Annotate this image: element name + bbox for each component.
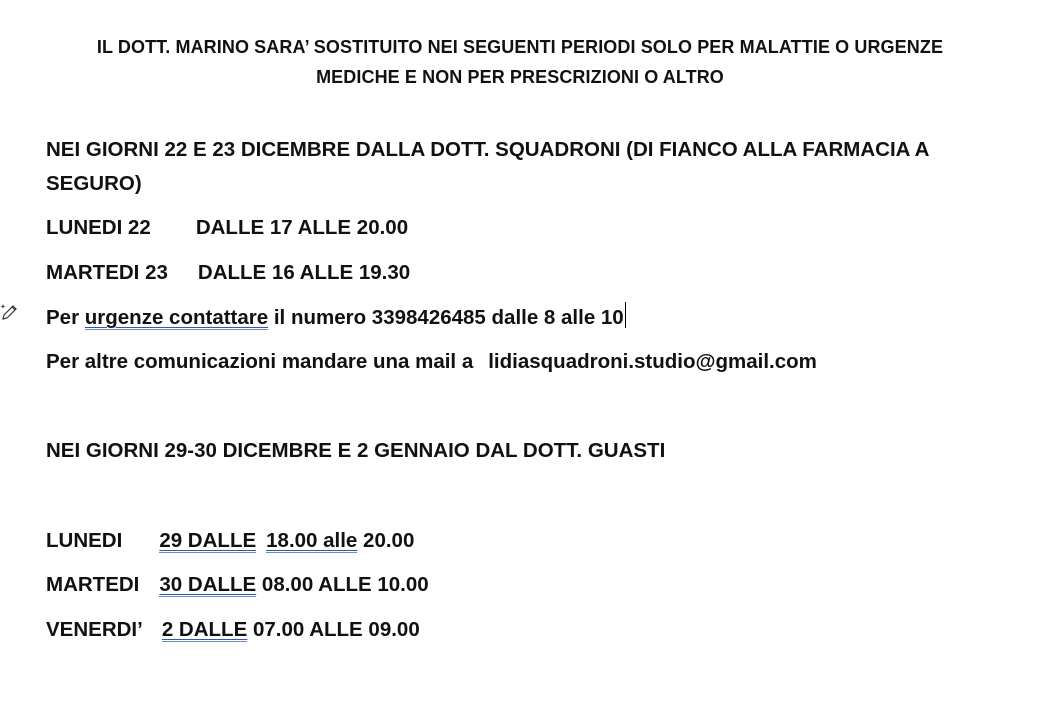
urgent-suffix: il numero 3398426485 dalle 8 alle 10 xyxy=(268,306,624,329)
row-day: LUNEDI 22 xyxy=(46,216,151,239)
row-date[interactable]: 2 DALLE xyxy=(161,618,248,641)
row-day: MARTEDI 23 xyxy=(46,261,168,284)
urgent-prefix: Per xyxy=(46,306,85,329)
urgent-underlined[interactable]: urgenze contattare xyxy=(84,306,269,329)
row-rest: 20.00 xyxy=(357,529,415,552)
row-rest: 08.00 ALLE 10.00 xyxy=(256,573,429,596)
header-line-1: IL DOTT. MARINO SARA’ SOSTITUITO NEI SEGUENTI PERIODI SOLO PER MALATTIE O URGENZE xyxy=(96,37,944,57)
urgent-contact-line xyxy=(46,301,626,335)
header-line-2: MEDICHE E NON PER PRESCRIZIONI O ALTRO xyxy=(316,67,724,87)
text-cursor xyxy=(625,302,626,328)
row-day: LUNEDI xyxy=(46,529,123,552)
row-date[interactable]: 29 DALLE xyxy=(159,529,257,552)
pen-sparkle-icon[interactable] xyxy=(0,302,18,322)
section1-row-tuesday xyxy=(46,256,410,290)
mail-address[interactable]: lidiasquadroni.studio@gmail.com xyxy=(488,350,817,373)
row-time: DALLE 16 ALLE 19.30 xyxy=(197,261,411,284)
page-header xyxy=(0,32,1040,92)
row-rest: 07.00 ALLE 09.00 xyxy=(247,618,420,641)
section2-row-friday xyxy=(46,613,420,647)
mail-text: Per altre comunicazioni mandare una mail a xyxy=(46,350,474,373)
row-date[interactable]: 30 DALLE xyxy=(159,573,257,596)
row-time-underlined[interactable]: 18.00 alle xyxy=(266,529,358,552)
section2-row-tuesday xyxy=(46,568,429,602)
row-day: VENERDI’ xyxy=(46,618,143,641)
row-day: MARTEDI xyxy=(46,573,140,596)
section2-row-monday xyxy=(46,524,414,558)
row-time: DALLE 17 ALLE 20.00 xyxy=(195,216,409,239)
section1-row-monday xyxy=(46,211,408,245)
section1-title: NEI GIORNI 22 E 23 DICEMBRE DALLA DOTT. SQUADRONI (DI FIANCO ALLA FARMACIA A SEGURO) xyxy=(46,138,929,195)
section2-title: NEI GIORNI 29-30 DICEMBRE E 2 GENNAIO DAL DOTT. GUASTI xyxy=(46,439,666,462)
mail-line xyxy=(46,345,817,379)
